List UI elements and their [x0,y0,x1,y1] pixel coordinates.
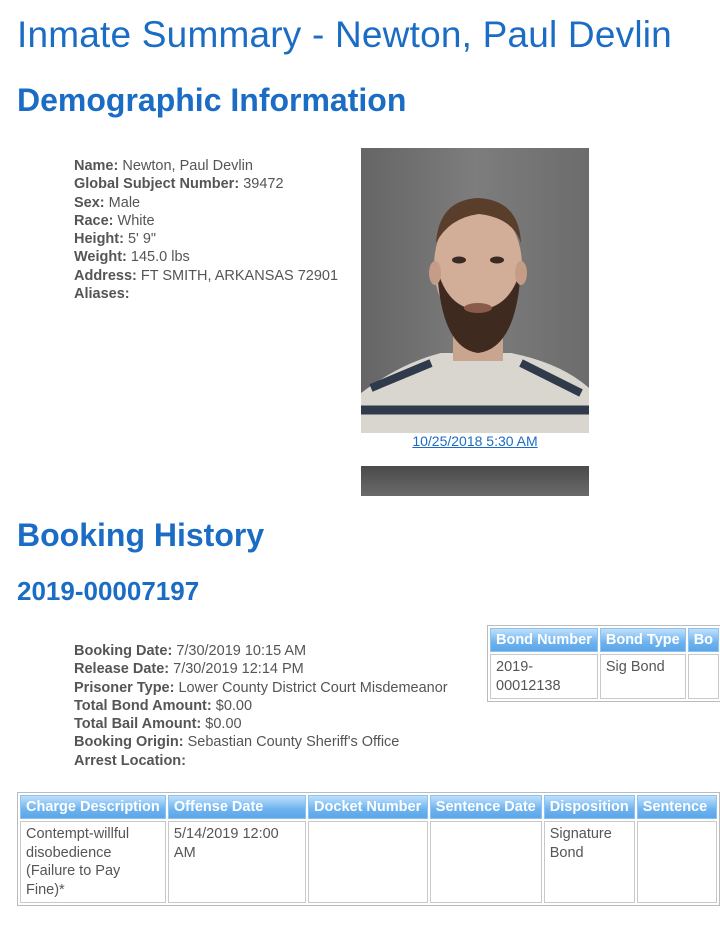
release-date-row: Release Date: 7/30/2019 12:14 PM [74,661,304,678]
docket-number-header[interactable]: Docket Number [308,795,428,819]
demographics-heading: Demographic Information [17,82,407,118]
sex-row: Sex: Male [74,194,141,211]
table-row [20,821,717,903]
address-value: FT SMITH, ARKANSAS 72901 [140,267,339,284]
sentence-date-cell [430,821,542,903]
bond-type-cell: Sig Bond [600,654,686,699]
total-bond-amount-value: $0.00 [215,697,253,714]
table-row [490,654,719,699]
charge-table-header [20,795,717,819]
bond-number-cell: 2019-00012138 [490,654,598,699]
global-subject-number-row: Global Subject Number: 39472 [74,176,284,193]
booking-info [74,642,448,770]
docket-number-cell [308,821,428,903]
weight-value: 145.0 lbs [130,249,190,266]
total-bail-amount-value: $0.00 [205,716,242,733]
height-row: Height: 5' 9" [74,231,157,248]
bond-number-header[interactable]: Bond Number [490,628,598,652]
charge-table [17,792,720,906]
demographics-info [74,157,338,303]
aliases-row: Aliases: [74,286,130,303]
mugshot-photo[interactable] [361,148,589,433]
disposition-header[interactable]: Disposition [544,795,635,819]
address-row: Address: FT SMITH, ARKANSAS 72901 [74,267,339,284]
sentence-header[interactable]: Sentence [637,795,717,819]
photo-date-link[interactable]: 10/25/2018 5:30 AM [412,433,538,449]
total-bail-amount-row: Total Bail Amount: $0.00 [74,716,242,733]
booking-date-value: 7/30/2019 10:15 AM [176,643,307,659]
bond-extra-header[interactable]: Bo [688,628,719,652]
sentence-cell [637,821,717,903]
booking-origin-row: Booking Origin: Sebastian County Sheriff's Office [74,734,400,751]
bond-table-header [490,628,719,652]
sentence-date-header[interactable]: Sentence Date [430,795,542,819]
prisoner-type-value: Lower County District Court Misdemeanor [178,679,448,696]
page-title: Inmate Summary - Newton, Paul Devlin [17,14,672,55]
bond-extra-cell [688,654,719,699]
booking-history-heading: Booking History [17,517,265,553]
name-row: Name: Newton, Paul Devlin [74,158,253,174]
total-bond-amount-row: Total Bond Amount: $0.00 [74,697,253,714]
bond-table [487,625,720,702]
weight-row: Weight: 145.0 lbs [74,249,190,266]
charge-description-cell: Contempt-willful disobedience (Failure to Pay Fine)* [20,821,166,903]
booking-origin-value: Sebastian County Sheriff's Office [187,734,400,751]
second-photo-thumbnail[interactable] [361,466,589,496]
race-value: White [117,212,155,229]
offense-date-header[interactable]: Offense Date [168,795,306,819]
arrest-location-row: Arrest Location: [74,752,186,769]
charge-description-header[interactable]: Charge Description [20,795,166,819]
mugshot-image [361,148,589,433]
bond-type-header[interactable]: Bond Type [600,628,686,652]
sex-value: Male [108,194,141,211]
disposition-cell: Signature Bond [544,821,635,903]
global-subject-number-value: 39472 [243,176,284,193]
prisoner-type-row: Prisoner Type: Lower County District Court Misdemeanor [74,679,448,696]
booking-date-row: Booking Date: 7/30/2019 10:15 AM [74,643,307,659]
name-value: Newton, Paul Devlin [122,158,253,174]
race-row: Race: White [74,212,155,229]
offense-date-cell: 5/14/2019 12:00 AM [168,821,306,903]
booking-number: 2019-00007197 [17,576,200,606]
height-value: 5' 9" [127,231,157,248]
release-date-value: 7/30/2019 12:14 PM [173,661,304,678]
